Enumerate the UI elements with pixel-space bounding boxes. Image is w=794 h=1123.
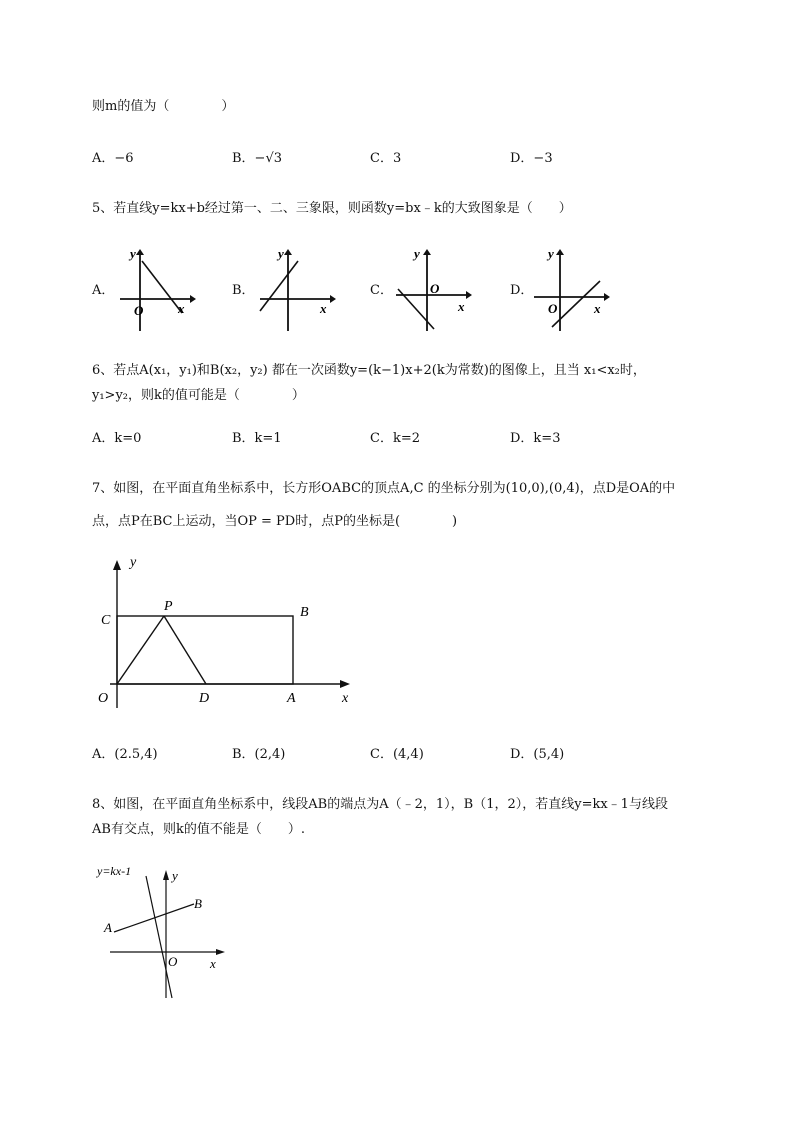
x-label: x xyxy=(458,299,465,314)
q5-option-d[interactable]: D． xyxy=(510,283,534,298)
y-axis-arrow xyxy=(556,249,564,255)
x-axis-arrow xyxy=(340,680,350,688)
y-axis-arrow xyxy=(113,560,121,570)
y-label: y xyxy=(130,246,136,261)
label-d: D xyxy=(199,691,210,706)
q5-option-b[interactable]: B． xyxy=(232,283,255,298)
label-p: P xyxy=(164,599,173,614)
q6-option-d[interactable]: D．k=3 xyxy=(510,431,561,446)
origin-label: O xyxy=(430,281,440,296)
label-c: C xyxy=(101,613,111,628)
prev-option-d[interactable]: D．−3 xyxy=(510,151,553,166)
label-b: B xyxy=(194,896,202,911)
line-y-kx-1 xyxy=(146,876,172,998)
y-axis-arrow xyxy=(284,249,292,255)
label-a: A xyxy=(104,920,112,935)
q8-stem-line1: 8、如图，在平面直角坐标系中，线段AB的端点为A（﹣2，1），B（1，2），若直线y=kx﹣1与线段 xyxy=(92,797,668,812)
rectangle-oabc xyxy=(117,616,293,684)
x-axis-arrow xyxy=(330,295,336,303)
q5-graph-a xyxy=(116,245,196,335)
q6-stem-line2: y₁>y₂，则k的值可能是（ ） xyxy=(92,388,305,403)
q5-stem: 5、若直线y=kx+b经过第一、二、三象限，则函数y=bx﹣k的大致图象是（ ） xyxy=(92,201,572,216)
origin-label: O xyxy=(134,303,144,318)
q5-option-c[interactable]: C． xyxy=(370,283,393,298)
x-label: x xyxy=(210,956,216,971)
line-label: y=kx-1 xyxy=(97,864,132,878)
graph-line xyxy=(142,261,182,313)
x-label: x xyxy=(320,301,327,316)
segment-op xyxy=(117,616,164,684)
x-axis-arrow xyxy=(604,293,610,301)
q6-stem-line1: 6、若点A(x₁，y₁)和B(x₂，y₂) 都在一次函数y=(k−1)x+2(k为常数)的图像上，且当 x₁<x₂时， xyxy=(92,363,646,378)
prev-question-line: 则m的值为（ ） xyxy=(92,99,235,114)
graph-line xyxy=(260,261,298,311)
q5-graph-c xyxy=(392,245,472,335)
q6-option-c[interactable]: C．k=2 xyxy=(370,431,420,446)
x-label: x xyxy=(342,691,349,706)
q5-graph-b xyxy=(256,245,336,335)
q7-figure xyxy=(92,550,362,710)
y-label: y xyxy=(414,246,420,261)
y-label: y xyxy=(548,246,554,261)
q7-option-b[interactable]: B．(2,4) xyxy=(232,747,286,762)
label-o: O xyxy=(168,954,178,969)
prev-option-b[interactable]: B．−√3 xyxy=(232,151,283,166)
q6-option-b[interactable]: B．k=1 xyxy=(232,431,282,446)
q6-option-a[interactable]: A．k=0 xyxy=(92,431,142,446)
y-axis-arrow xyxy=(136,249,144,255)
q8-figure xyxy=(90,858,240,1008)
y-label: y xyxy=(172,868,178,883)
q8-stem-line2: AB有交点，则k的值不能是（ ）. xyxy=(92,822,305,837)
y-label: y xyxy=(278,246,284,261)
q7-option-a[interactable]: A．(2.5,4) xyxy=(92,747,158,762)
x-axis-arrow xyxy=(216,949,225,955)
prev-option-c[interactable]: C．3 xyxy=(370,151,402,166)
x-label: x xyxy=(594,301,601,316)
q7-option-c[interactable]: C．(4,4) xyxy=(370,747,424,762)
y-label: y xyxy=(130,555,137,570)
label-o: O xyxy=(98,691,109,706)
label-b: B xyxy=(300,605,309,620)
q7-stem-line2: 点，点P在BC上运动，当OP = PD时，点P的坐标是( ) xyxy=(92,514,458,529)
q5-option-a[interactable]: A． xyxy=(92,283,115,298)
label-a: A xyxy=(287,691,296,706)
q7-option-d[interactable]: D．(5,4) xyxy=(510,747,565,762)
prev-option-a[interactable]: A．−6 xyxy=(92,151,134,166)
y-axis-arrow xyxy=(163,870,169,880)
segment-ab xyxy=(114,904,194,932)
segment-pd xyxy=(164,616,206,684)
q7-stem-line1: 7、如图，在平面直角坐标系中，长方形OABC的顶点A,C 的坐标分别为(10,0),(0,4)，点D是OA的中 xyxy=(92,481,676,496)
q5-graph-d xyxy=(530,245,610,335)
y-axis-arrow xyxy=(423,249,431,255)
x-axis-arrow xyxy=(190,295,196,303)
x-axis-arrow xyxy=(466,291,472,299)
origin-label: O xyxy=(548,301,558,316)
x-label: x xyxy=(178,301,185,316)
